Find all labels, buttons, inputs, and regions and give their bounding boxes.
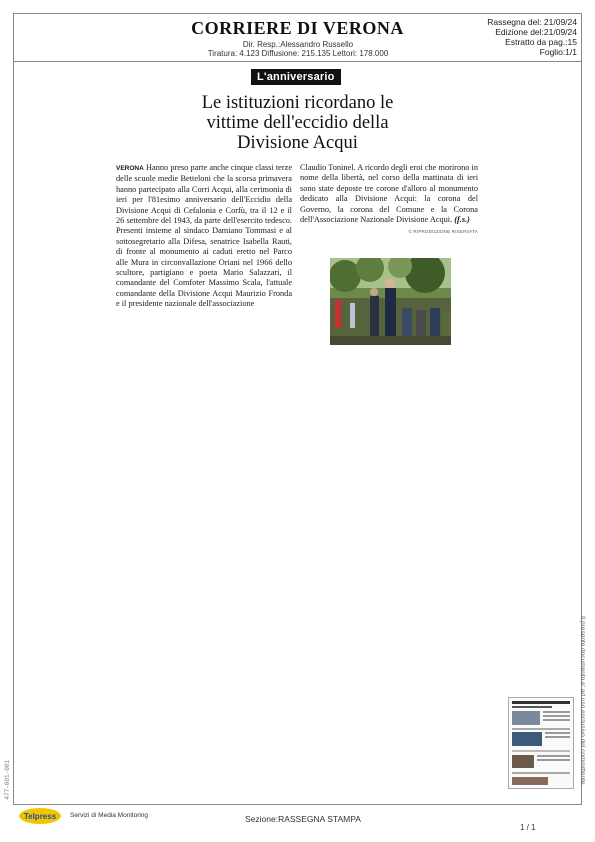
logo-text: Telpress <box>23 812 57 821</box>
masthead: CORRIERE DI VERONA <box>191 18 404 38</box>
rassegna-meta <box>487 17 577 57</box>
ceremony-photo <box>330 258 451 345</box>
circulation-line: Tiratura: 4.123 Diffusione: 215.135 Lettori: 178.000 <box>207 49 389 58</box>
article-column-2 <box>300 163 478 238</box>
director-line: Dir. Resp.:Alessandro Russello <box>242 40 354 49</box>
sheet-number: Foglio:1/1 <box>539 47 577 57</box>
column-1-text: Hanno preso parte anche cinque classi terze delle scuole medie Betteloni che la scorsa primavera hanno partecipato alla Corri Acqui, alla cerimonia di ieri per l'81esimo anniversario dell'Eccidio della Divisione Acqui di Cefalonia e Corfù, tra il 12 e il 26 settembre del 1943, da parte dell'esercito tedesco. Presenti insieme al sindaco Damiano Tommasi e al sottosegretario alla Difesa, senatrice Isabella Rauti, di fronte al monumento ai caduti eretto nel Parco alle Mura in circonvallazione Oriani nel 1966 dello scultore, partigiano e poeta Mario Salazzari, il comandante del Comfoter Massimo Scala, l'attuale comandante della Divisione Acqui Maurizio Fronda e il presidente nazionale dell'associazione <box>116 163 292 309</box>
document-code: 477-001-001 <box>4 760 11 800</box>
page-number: 1 / 1 <box>520 823 536 832</box>
article-column-1 <box>116 163 292 310</box>
page-extract: Estratto da pag.:15 <box>505 37 577 47</box>
logo-tagline: Servizi di Media Monitoring <box>70 812 149 819</box>
header-divider <box>13 61 582 62</box>
page-thumbnail[interactable] <box>508 697 574 789</box>
copyright-note: © RIPRODUZIONE RISERVATA <box>408 229 478 235</box>
telpress-logo <box>18 807 62 825</box>
usage-disclaimer: Il presente documento e' ad uso esclusivo del committente. <box>579 616 586 787</box>
kicker-label: L'anniversario <box>251 69 341 85</box>
dateline: VERONA <box>116 165 144 172</box>
column-2-text: Claudio Toninel. A ricordo degli eroi che morirono in nome della libertà, nel corso della mattinata di ieri sono state deposte tre corone d'alloro al monumento dedicato alla Divisione Acqui: la corona del Governo, la corona del Comune e la Corona dell'Associazione Nazionale Divisione Acqui. <box>300 163 478 225</box>
author-signature: (f.s.) <box>454 215 470 225</box>
edition-date: Edizione del:21/09/24 <box>495 27 577 37</box>
article-headline: Le istituzioni ricordano le vittime dell'eccidio della Divisione Acqui <box>201 93 394 153</box>
section-label: Sezione:RASSEGNA STAMPA <box>245 814 361 824</box>
rassegna-date: Rassegna del: 21/09/24 <box>487 17 577 27</box>
